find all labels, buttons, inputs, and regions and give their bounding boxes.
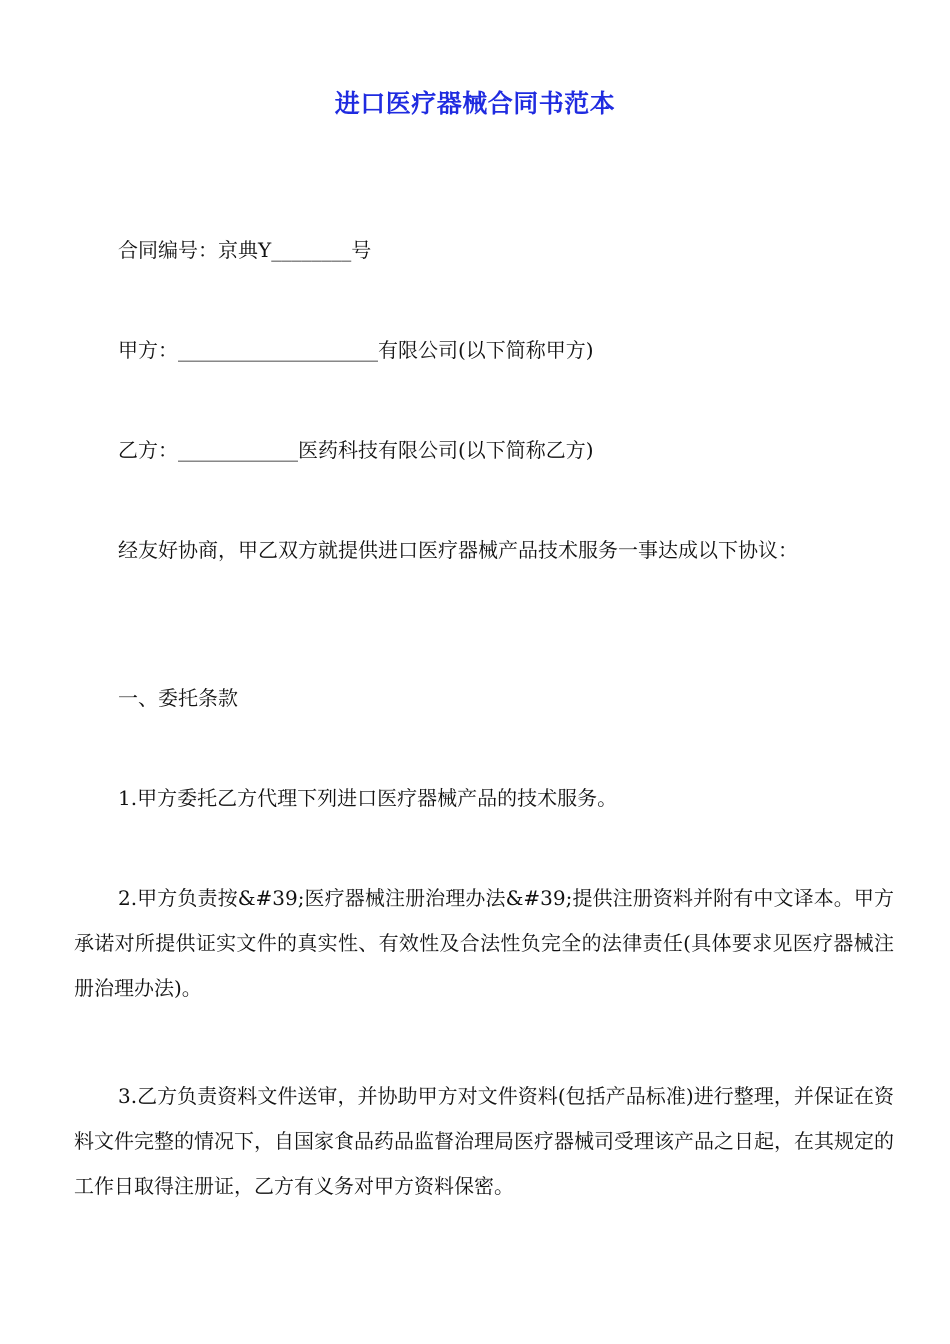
document-title: 进口医疗器械合同书范本 bbox=[334, 89, 616, 118]
intro-paragraph: 经友好协商，甲乙双方就提供进口医疗器械产品技术服务一事达成以下协议： bbox=[118, 538, 798, 562]
party-b: 乙方：____________医药科技有限公司(以下简称乙方) bbox=[118, 438, 594, 462]
clause-1: 1.甲方委托乙方代理下列进口医疗器械产品的技术服务。 bbox=[118, 786, 618, 810]
clause-2: 2.甲方负责按&#39;医疗器械注册治理办法&#39;提供注册资料并附有中文译本。甲方承诺对所提供证实文件的真实性、有效性及合法性负完全的法律责任(具体要求见医疗器械注册治理办法)。 bbox=[74, 886, 894, 1000]
section-heading-entrustment: 一、委托条款 bbox=[118, 686, 238, 710]
party-a: 甲方：____________________有限公司(以下简称甲方) bbox=[118, 338, 594, 362]
clause-3: 3.乙方负责资料文件送审，并协助甲方对文件资料(包括产品标准)进行整理，并保证在资料文件完整的情况下，自国家食品药品监督治理局医疗器械司受理该产品之日起，在其规定的工作日取得注册证，乙方有义务对甲方资料保密。 bbox=[74, 1084, 894, 1198]
contract-number: 合同编号：京典Y________号 bbox=[118, 238, 372, 262]
